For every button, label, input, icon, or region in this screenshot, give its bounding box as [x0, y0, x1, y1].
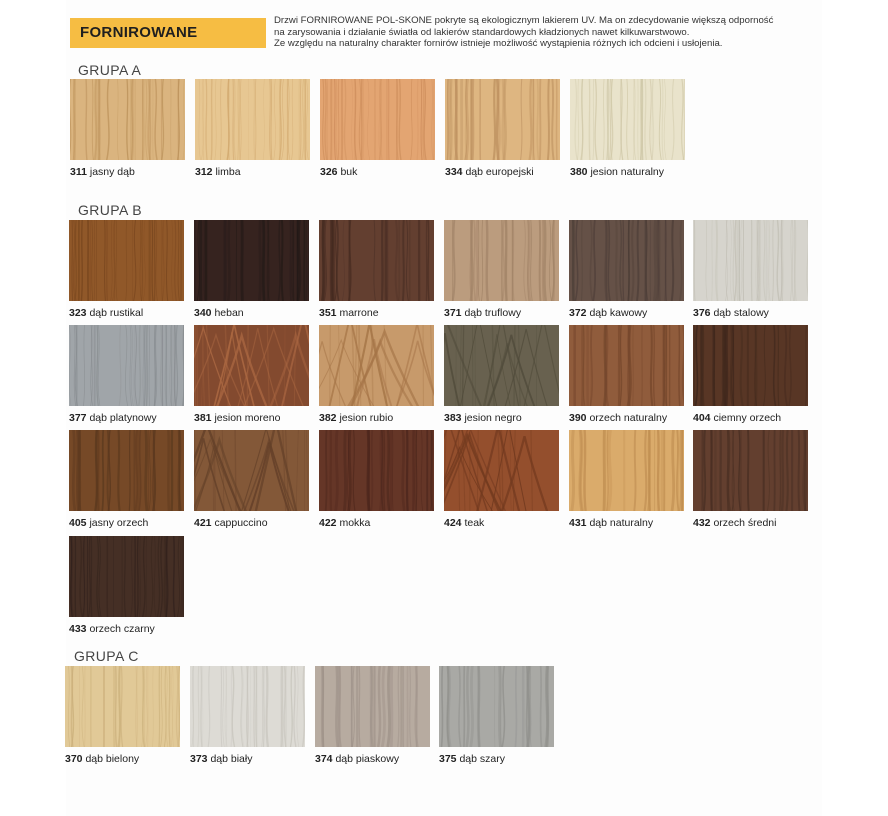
swatch-card[interactable] — [190, 666, 305, 765]
swatch-card[interactable] — [69, 220, 184, 319]
swatch-card[interactable] — [445, 79, 560, 178]
swatch-caption — [194, 412, 280, 424]
swatch-card[interactable] — [693, 325, 808, 424]
wood-texture-image — [569, 325, 684, 406]
swatch-name: jesion rubio — [339, 412, 394, 424]
swatch-code: 373 — [190, 753, 208, 765]
intro-line: Drzwi FORNIROWANE POL-SKONE pokryte są ekologicznym lakierem UV. Ma on zdecydowanie większą odporność — [274, 15, 774, 26]
swatch-caption — [569, 517, 653, 529]
swatch-card[interactable] — [319, 220, 434, 319]
swatch-name: dąb kawowy — [589, 307, 648, 319]
swatch-caption — [570, 166, 664, 178]
swatch-name: buk — [340, 166, 358, 178]
wood-texture-image — [319, 430, 434, 511]
swatch-name: jasny orzech — [89, 517, 149, 529]
intro-line: Ze względu na naturalny charakter fornirów istnieje możliwość wystąpienia różnych ich odcieni i usłojenia. — [274, 38, 723, 50]
swatch-card[interactable] — [439, 666, 554, 765]
swatch-code: 323 — [69, 307, 87, 319]
swatch-code: 433 — [69, 623, 87, 635]
swatch-caption — [65, 753, 139, 765]
swatch-code: 376 — [693, 307, 711, 319]
wood-texture-image — [69, 430, 184, 511]
wood-texture-image — [444, 430, 559, 511]
swatch-name: heban — [214, 307, 244, 319]
swatch-caption — [194, 517, 268, 529]
swatch-card[interactable] — [693, 430, 808, 529]
swatch-code: 380 — [570, 166, 588, 178]
swatch-card[interactable] — [315, 666, 430, 765]
wood-texture-image — [69, 536, 184, 617]
swatch-name: teak — [464, 517, 485, 529]
swatch-code: 326 — [320, 166, 338, 178]
wood-texture-image — [194, 325, 309, 406]
swatch-name: dąb platynowy — [89, 412, 157, 424]
swatch-caption — [69, 307, 143, 319]
swatch-name: cappuccino — [214, 517, 268, 529]
swatch-card[interactable] — [569, 220, 684, 319]
swatch-caption — [444, 412, 522, 424]
swatch-card[interactable] — [693, 220, 808, 319]
swatch-code: 421 — [194, 517, 212, 529]
swatch-card[interactable] — [69, 536, 184, 635]
swatch-code: 374 — [315, 753, 333, 765]
wood-texture-image — [693, 220, 808, 301]
swatch-name: dąb biały — [210, 753, 253, 765]
swatch-code: 424 — [444, 517, 462, 529]
swatch-name: dąb piaskowy — [335, 753, 400, 765]
swatch-caption — [444, 517, 484, 529]
swatch-caption — [320, 166, 357, 178]
swatch-code: 375 — [439, 753, 457, 765]
swatch-name: limba — [215, 166, 241, 178]
group-label-c: GRUPA C — [74, 648, 139, 664]
group-label-a: GRUPA A — [78, 62, 142, 78]
swatch-name: dąb rustikal — [89, 307, 144, 319]
swatch-caption — [315, 753, 399, 765]
swatch-card[interactable] — [69, 325, 184, 424]
wood-texture-image — [70, 79, 185, 160]
swatch-card[interactable] — [570, 79, 685, 178]
wood-texture-image — [569, 430, 684, 511]
swatch-card[interactable] — [65, 666, 180, 765]
swatch-code: 311 — [70, 166, 87, 178]
wood-texture-image — [69, 325, 184, 406]
swatch-code: 340 — [194, 307, 212, 319]
swatch-caption — [319, 517, 370, 529]
swatch-name: dąb europejski — [465, 166, 534, 178]
swatch-card[interactable] — [569, 325, 684, 424]
swatch-name: marrone — [339, 307, 379, 319]
swatch-code: 370 — [65, 753, 83, 765]
swatch-caption — [190, 753, 252, 765]
swatch-caption — [569, 307, 647, 319]
swatch-code: 377 — [69, 412, 87, 424]
swatch-name: jesion negro — [464, 412, 522, 424]
wood-texture-image — [444, 220, 559, 301]
swatch-code: 390 — [569, 412, 587, 424]
swatch-code: 334 — [445, 166, 463, 178]
wood-texture-image — [195, 79, 310, 160]
swatch-caption — [693, 412, 781, 424]
wood-texture-image — [190, 666, 305, 747]
wood-texture-image — [319, 325, 434, 406]
wood-texture-image — [194, 220, 309, 301]
swatch-name: dąb szary — [459, 753, 505, 765]
wood-texture-image — [693, 430, 808, 511]
swatch-code: 372 — [569, 307, 587, 319]
wood-texture-image — [570, 79, 685, 160]
swatch-caption — [319, 412, 393, 424]
swatch-code: 404 — [693, 412, 711, 424]
wood-texture-image — [444, 325, 559, 406]
swatch-card[interactable] — [195, 79, 310, 178]
wood-texture-image — [65, 666, 180, 747]
swatch-name: orzech naturalny — [589, 412, 668, 424]
wood-texture-image — [693, 325, 808, 406]
group-label-b: GRUPA B — [78, 202, 143, 218]
swatch-card[interactable] — [69, 430, 184, 529]
swatch-code: 432 — [693, 517, 711, 529]
swatch-caption — [445, 166, 534, 178]
swatch-name: dąb bielony — [85, 753, 140, 765]
swatch-card[interactable] — [194, 220, 309, 319]
swatch-card[interactable] — [319, 430, 434, 529]
swatch-name: dąb naturalny — [589, 517, 654, 529]
swatch-code: 351 — [319, 307, 337, 319]
section-title: FORNIROWANE — [70, 18, 266, 48]
swatch-card[interactable] — [444, 325, 559, 424]
swatch-caption — [569, 412, 667, 424]
swatch-card[interactable] — [194, 430, 309, 529]
swatch-name: mokka — [339, 517, 371, 529]
swatch-name: jesion naturalny — [590, 166, 664, 178]
swatch-caption — [69, 412, 157, 424]
wood-texture-image — [319, 220, 434, 301]
swatch-caption — [693, 517, 776, 529]
swatch-caption — [319, 307, 379, 319]
swatch-card[interactable] — [319, 325, 434, 424]
wood-texture-image — [194, 430, 309, 511]
intro-line: na zarysowania i działanie światła od lakierów standardowych kładzionych nawet kilkuwarstwowo. — [274, 26, 690, 38]
swatch-card[interactable] — [70, 79, 185, 178]
swatch-card[interactable] — [444, 430, 559, 529]
wood-texture-image — [315, 666, 430, 747]
swatch-code: 312 — [195, 166, 213, 178]
intro-text — [274, 15, 834, 50]
swatch-card[interactable] — [194, 325, 309, 424]
swatch-caption — [69, 517, 148, 529]
swatch-caption — [693, 307, 769, 319]
swatch-code: 381 — [194, 412, 212, 424]
swatch-code: 383 — [444, 412, 462, 424]
swatch-code: 371 — [444, 307, 462, 319]
wood-texture-image — [445, 79, 560, 160]
swatch-caption — [194, 307, 244, 319]
swatch-name: orzech średni — [713, 517, 777, 529]
swatch-caption — [69, 623, 155, 635]
swatch-name: dąb truflowy — [464, 307, 522, 319]
swatch-name: jesion moreno — [214, 412, 281, 424]
swatch-code: 422 — [319, 517, 337, 529]
swatch-card[interactable] — [320, 79, 435, 178]
swatch-card[interactable] — [569, 430, 684, 529]
swatch-caption — [444, 307, 521, 319]
swatch-code: 431 — [569, 517, 587, 529]
swatch-caption — [70, 166, 135, 178]
swatch-name: orzech czarny — [89, 623, 155, 635]
swatch-code: 405 — [69, 517, 87, 529]
swatch-card[interactable] — [444, 220, 559, 319]
swatch-name: ciemny orzech — [713, 412, 782, 424]
wood-texture-image — [320, 79, 435, 160]
swatch-name: jasny dąb — [89, 166, 135, 178]
swatch-caption — [439, 753, 505, 765]
wood-texture-image — [439, 666, 554, 747]
swatch-name: dąb stalowy — [713, 307, 769, 319]
wood-texture-image — [569, 220, 684, 301]
wood-texture-image — [69, 220, 184, 301]
swatch-caption — [195, 166, 241, 178]
swatch-code: 382 — [319, 412, 337, 424]
